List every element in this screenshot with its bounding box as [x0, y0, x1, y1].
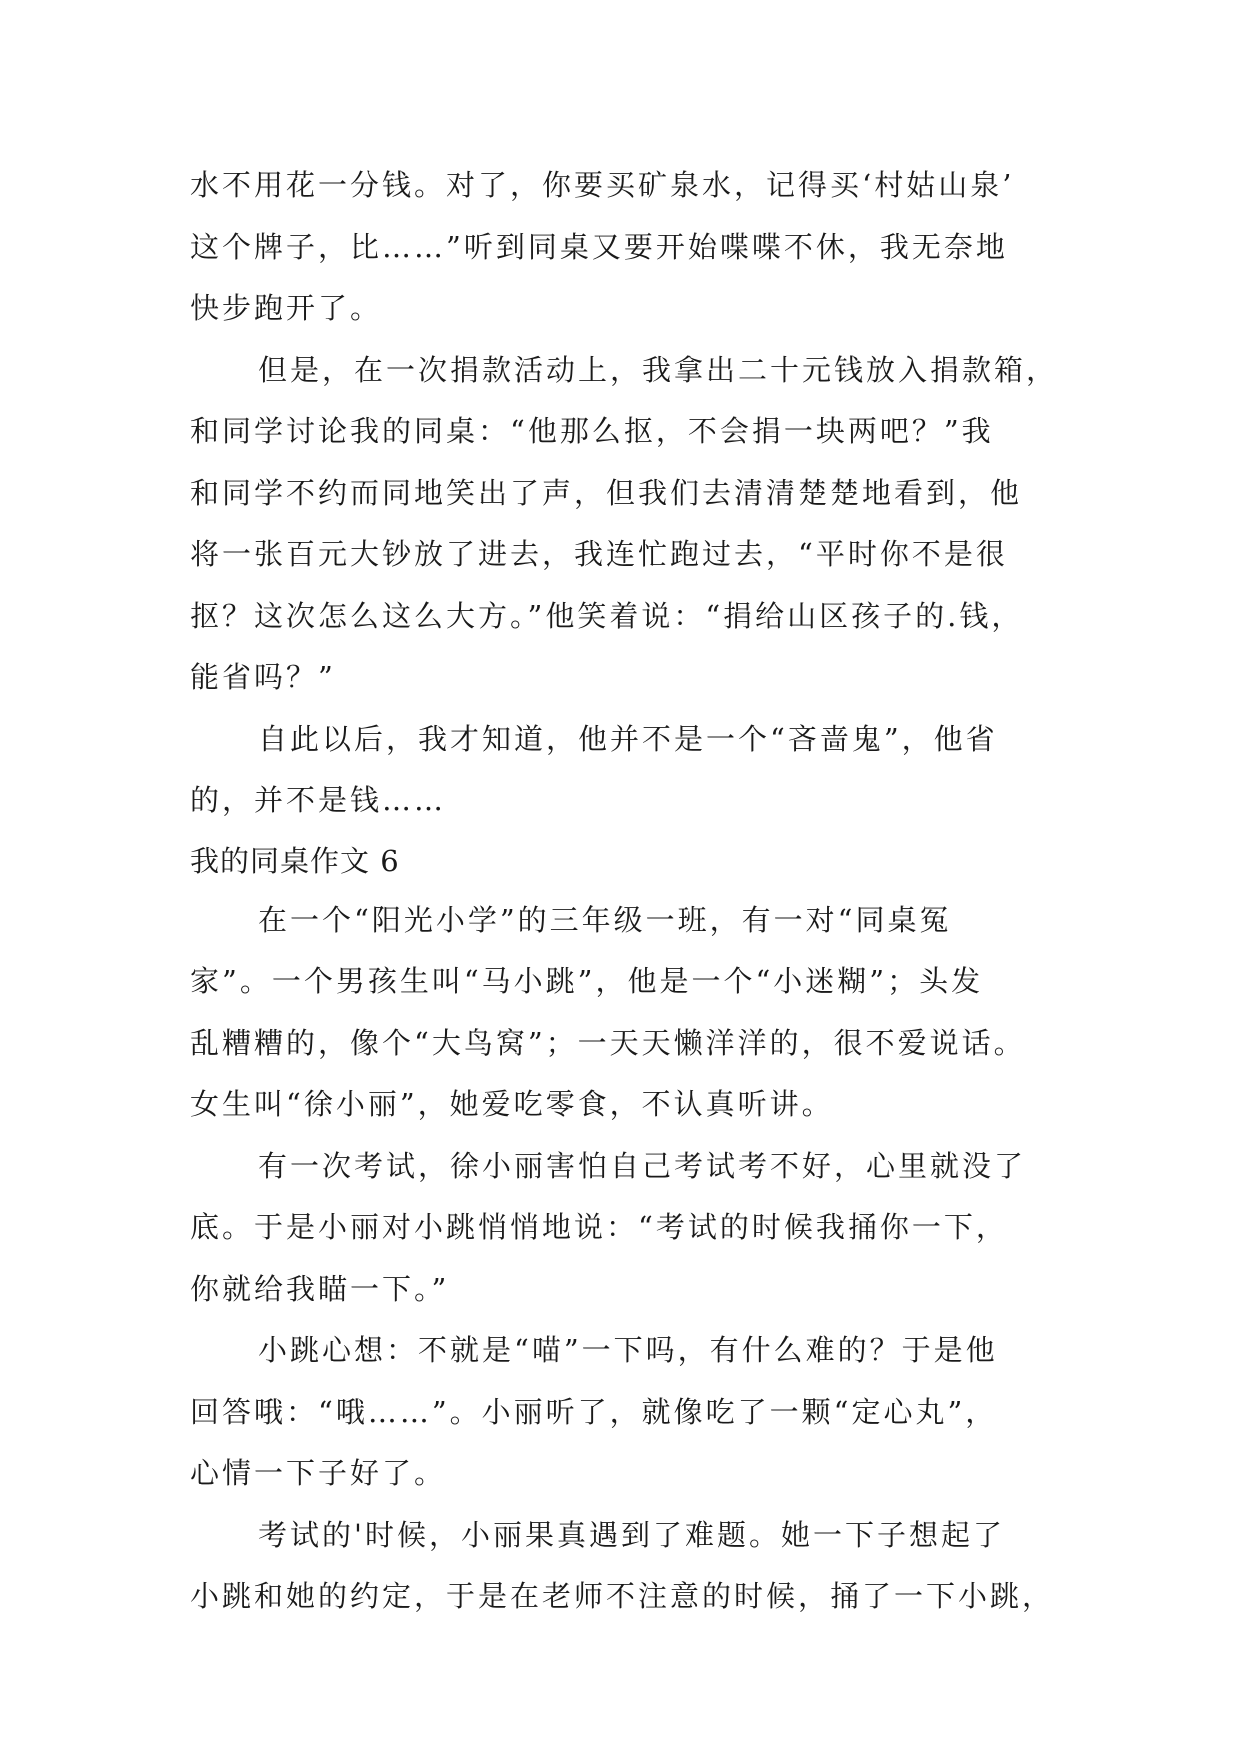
- text-line: 和同学不约而同地笑出了声，但我们去清清楚楚地看到，他: [190, 475, 1023, 510]
- text-line: 这个牌子，比……”听到同桌又要开始喋喋不休，我无奈地: [190, 229, 1008, 264]
- document-page: [190, 155, 1060, 1628]
- text-line: 但是，在一次捐款活动上，我拿出二十元钱放入捐款箱，: [258, 352, 1059, 387]
- text-line: 和同学讨论我的同桌：“他那么抠，不会捐一块两吧？”我: [190, 414, 994, 448]
- text-line: 在一个“阳光小学”的三年级一班，有一对“同桌冤: [258, 902, 952, 937]
- text-line: 小跳和她的约定，于是在老师不注意的时候，捅了一下小跳，: [190, 1579, 1055, 1613]
- section-heading: 我的同桌作文 6: [190, 843, 400, 878]
- text-line: 的，并不是钱……: [190, 783, 447, 817]
- text-line: 底。于是小丽对小跳悄悄地说：“考试的时候我捅你一下，: [190, 1210, 1008, 1244]
- text-line: 水不用花一分钱。对了，你要买矿泉水，记得买‘村姑山泉’: [190, 168, 1015, 202]
- text-line: 心情一下子好了。: [190, 1456, 447, 1490]
- text-line: 自此以后，我才知道，他并不是一个“吝啬鬼”，他省: [258, 721, 998, 756]
- text-line: 能省吗？”: [190, 660, 336, 694]
- text-line: 考试的'时候，小丽果真遇到了难题。她一下子想起了: [258, 1517, 1005, 1552]
- text-line: 将一张百元大钞放了进去，我连忙跑过去，“平时你不是很: [190, 537, 1008, 571]
- text-line: 回答哦：“哦……”。小丽听了，就像吃了一颗“定心丸”，: [190, 1394, 998, 1429]
- text-line: 快步跑开了。: [190, 291, 383, 325]
- text-line: 小跳心想：不就是“喵”一下吗，有什么难的？于是他: [258, 1333, 998, 1367]
- text-line: 你就给我瞄一下。”: [190, 1271, 450, 1306]
- text-line: 有一次考试，徐小丽害怕自己考试考不好，心里就没了: [258, 1148, 1027, 1183]
- text-line: 抠？这次怎么这么大方。”他笑着说：“捐给山区孩子的.钱，: [190, 598, 1024, 633]
- text-line: 家”。一个男孩生叫“马小跳”，他是一个“小迷糊”；头发: [190, 964, 984, 998]
- text-line: 女生叫“徐小丽”，她爱吃零食，不认真听讲。: [190, 1087, 834, 1121]
- text-line: 乱糟糟的，像个“大鸟窝”；一天天懒洋洋的，很不爱说话。: [190, 1025, 1026, 1060]
